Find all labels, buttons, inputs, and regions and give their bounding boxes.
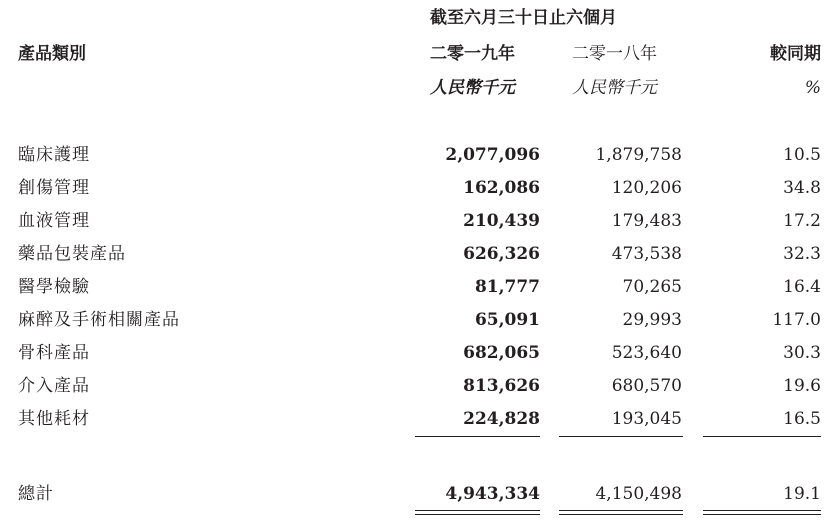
row-label: 骨科產品: [18, 343, 90, 363]
total-rule-2018-a: [559, 510, 683, 511]
row-label: 藥品包裝產品: [18, 244, 126, 264]
total-2018: 4,150,498: [595, 484, 682, 504]
table-row: [0, 373, 833, 399]
value-change: 10.5: [783, 145, 821, 165]
value-2019: 81,777: [474, 277, 540, 297]
year-2018-header: 二零一八年: [572, 44, 657, 64]
table-row: [0, 406, 833, 432]
total-rule-2019-a: [415, 510, 540, 511]
value-2018: 193,045: [611, 409, 682, 429]
value-change: 17.2: [783, 211, 821, 231]
row-label: 創傷管理: [18, 178, 90, 198]
value-2019: 224,828: [463, 409, 540, 429]
value-2019: 2,077,096: [445, 145, 540, 165]
value-2018: 29,993: [622, 310, 682, 330]
total-change: 19.1: [783, 484, 821, 504]
value-2019: 626,326: [463, 244, 540, 264]
row-label: 麻醉及手術相關產品: [18, 310, 180, 330]
total-rule-2019-b: [415, 514, 540, 515]
value-2018: 473,538: [611, 244, 682, 264]
value-2018: 70,265: [622, 277, 682, 297]
value-2018: 179,483: [611, 211, 682, 231]
row-label: 其他耗材: [18, 409, 90, 429]
value-2018: 1,879,758: [595, 145, 682, 165]
total-label: 總計: [18, 484, 54, 504]
change-header: 較同期: [770, 44, 821, 64]
subtotal-rule-change: [703, 436, 821, 437]
table-row: [0, 307, 833, 333]
value-2018: 680,570: [611, 376, 682, 396]
value-2019: 210,439: [463, 211, 540, 231]
value-change: 117.0: [772, 310, 821, 330]
table-row: [0, 142, 833, 168]
category-header: 產品類別: [18, 44, 86, 64]
value-2019: 162,086: [463, 178, 540, 198]
value-change: 16.5: [783, 409, 821, 429]
table-row: [0, 274, 833, 300]
table-row: [0, 175, 833, 201]
period-header: 截至六月三十日止六個月: [430, 8, 617, 28]
row-label: 臨床護理: [18, 145, 90, 165]
total-2019: 4,943,334: [445, 484, 540, 504]
value-2019: 682,065: [463, 343, 540, 363]
value-change: 34.8: [783, 178, 821, 198]
value-2018: 523,640: [611, 343, 682, 363]
value-change: 16.4: [783, 277, 821, 297]
value-2019: 65,091: [474, 310, 540, 330]
unit-change: %: [804, 78, 821, 98]
value-change: 32.3: [783, 244, 821, 264]
value-2018: 120,206: [611, 178, 682, 198]
table-row: [0, 340, 833, 366]
year-2019-header: 二零一九年: [430, 44, 515, 64]
value-2019: 813,626: [463, 376, 540, 396]
total-row: [0, 481, 833, 507]
row-label: 血液管理: [18, 211, 90, 231]
unit-2019: 人民幣千元: [430, 78, 515, 98]
value-change: 30.3: [783, 343, 821, 363]
unit-2018: 人民幣千元: [572, 78, 657, 98]
table-row: [0, 241, 833, 267]
total-rule-change-b: [703, 514, 821, 515]
total-rule-change-a: [703, 510, 821, 511]
total-rule-2018-b: [559, 514, 683, 515]
table-row: [0, 208, 833, 234]
subtotal-rule-2019: [415, 436, 540, 437]
value-change: 19.6: [783, 376, 821, 396]
row-label: 醫學檢驗: [18, 277, 90, 297]
row-label: 介入產品: [18, 376, 90, 396]
subtotal-rule-2018: [559, 436, 683, 437]
